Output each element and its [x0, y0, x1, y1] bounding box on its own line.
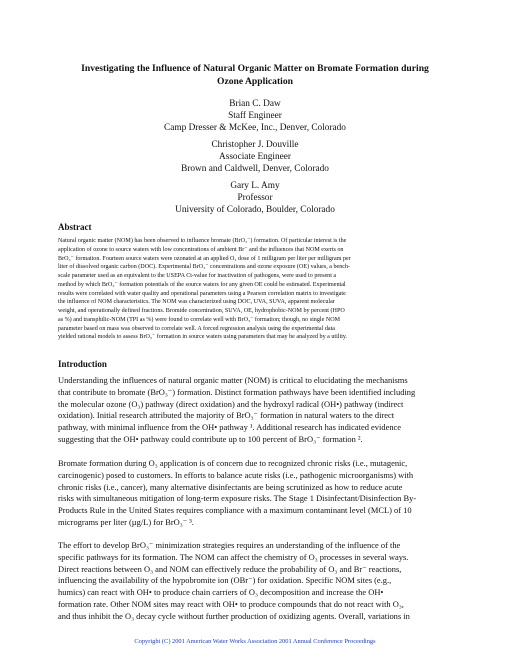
paragraph-line: that contribute to bromate (BrO₃⁻) formation. Distinct formation pathways have been identified including: [58, 386, 416, 397]
intro-paragraph-3: [58, 540, 453, 623]
paragraph-line: Understanding the influences of natural organic matter (NOM) is critical to elucidating the mechanisms: [58, 375, 408, 385]
paragraph-line: Direct reactions between O₃ and NOM can effectively reduce the probability of O₃ and Br⁻ reactions,: [58, 563, 402, 574]
paragraph-line: chronic risks (i.e., cancer), many alternative disinfectants are being scrutinized as how to reduce acute: [58, 481, 403, 492]
abstract-line: results were correlated with water quality and operational parameters using a Pearson correlation matrix to investigate: [58, 290, 346, 297]
title-line-2: Ozone Application: [217, 76, 293, 87]
title-line-1: Investigating the Influence of Natural Organic Matter on Bromate Formation during: [81, 63, 429, 74]
author-name: Gary L. Amy: [230, 181, 280, 191]
copyright-footer: Copyright (C) 2001 American Water Works Association 2001 Annual Conference Proceedings: [134, 638, 376, 645]
abstract-line: parameter based on mass was observed to correlate well. A forced regression analysis using the experimental data: [58, 325, 336, 332]
paragraph-line: Products Rule in the United States requires compliance with a maximum contaminant level (MCL) of 10: [58, 505, 412, 516]
abstract-line: Natural organic matter (NOM) has been observed to influence bromate (BrO₃⁻) formation. Of particular interest is the: [58, 238, 347, 244]
paragraph-line: suggesting that the OH• pathway could contribute up to 100 percent of BrO₃⁻ formation ².: [58, 433, 363, 444]
author-role: Associate Engineer: [218, 152, 292, 163]
paragraph-line: risks with simultaneous mitigation of long-term exposure risks. The Stage 1 Disinfectant/Disinfection By-: [58, 493, 417, 504]
abstract-line: scale parameter used as an equivalent to the USEPA Ct-value for inactivation of pathogens, were used to present a: [58, 273, 337, 279]
author-name: Brian C. Daw: [229, 99, 281, 109]
author-affiliation: Brown and Caldwell, Denver, Colorado: [181, 164, 329, 175]
author-name: Christopher J. Douville: [211, 140, 299, 150]
paragraph-line: carcinogenic) posed to customers. In efforts to balance acute risks (i.e., pathogenic microorganisms) with: [58, 469, 414, 480]
author-role: Professor: [237, 193, 273, 204]
abstract-line: weight, and operationally defined fractions. Bromide concentration, SUVA, OE, hydrophobic-NOM by percent (HPO: [58, 308, 345, 314]
abstract-line: yielded rational models to assess BrO₃⁻ formation in source waters using parameters that may be analyzed by a utility.: [58, 334, 348, 341]
author-block-2: [0, 139, 510, 176]
abstract-heading: Abstract: [58, 222, 92, 232]
intro-paragraph-2: [58, 458, 453, 529]
abstract-line: the influence of NOM characteristics. The NOM was characterized using DOC, UVA, SUVA, apparent molecular: [58, 299, 335, 306]
paragraph-line: the molecular ozone (O₃) pathway (direct oxidation) and the hydroxyl radical (OH•) pathway (indirect: [58, 398, 404, 409]
paragraph-line: Bromate formation during O₃ application is of concern due to recognized chronic risks (i.e., mutagenic,: [58, 458, 408, 468]
paragraph-line: oxidation). Initial research attributed the majority of BrO₃⁻ formation in natural waters to the direct: [58, 410, 395, 421]
abstract-line: method by which BrO₃⁻ formation potentials of the source waters for any given OE could be estimated. Experimental: [58, 281, 346, 288]
author-affiliation: University of Colorado, Boulder, Colorado: [175, 205, 335, 216]
author-block-3: [0, 180, 510, 217]
abstract-line: liter of dissolved organic carbon (DOC). Experimental BrO₃⁻ concentrations and ozone exposure (OE) values, a bench-: [58, 264, 351, 271]
author-block-1: [0, 98, 510, 135]
intro-paragraph-1: [58, 375, 453, 446]
author-role: Staff Engineer: [228, 111, 282, 122]
paragraph-line: pathway, with minimal influence from the OH• pathway ¹. Additional research has indicated evidence: [58, 422, 402, 433]
paragraph-line: influencing the availability of the hypobromite ion (OBr⁻) for oxidation. Specific NOM sites (e.g.,: [58, 575, 392, 586]
abstract-text: [58, 237, 453, 342]
author-affiliation: Camp Dresser & McKee, Inc., Denver, Colorado: [164, 123, 346, 134]
abstract-line: BrO₃⁻ formation. Fourteen source waters were ozonated at an applied O₃ dose of 1 milligram per liter per milligram per: [58, 255, 351, 262]
paragraph-line: and thus inhibit the O₃ decay cycle without further production of oxidizing agents. Overall, variations in: [58, 610, 410, 621]
paragraph-line: The effort to develop BrO₃⁻ minimization strategies requires an understanding of the influence of the: [58, 540, 401, 550]
paper-title: [58, 62, 452, 88]
paragraph-line: formation rate. Other NOM sites may react with OH• to produce compounds that do not react with O₃,: [58, 598, 404, 609]
paragraph-line: micrograms per liter (µg/L) for BrO₃⁻ ³.: [58, 516, 194, 527]
introduction-heading: Introduction: [58, 359, 107, 369]
abstract-line: as %) and transphilic-NOM (TPI as %) were found to correlate well with BrO₃⁻ formation; though, no single NOM: [58, 316, 341, 323]
abstract-line: application of ozone to source waters with low concentrations of ambient Br⁻ and the influences that NOM exerts on: [58, 246, 344, 253]
paragraph-line: specific pathways for its formation. The NOM can affect the chemistry of O₃ processes in several ways.: [58, 551, 409, 562]
paragraph-line: humics) can react with OH• to produce chain carriers of O₃ decomposition and increase the OH•: [58, 587, 384, 598]
